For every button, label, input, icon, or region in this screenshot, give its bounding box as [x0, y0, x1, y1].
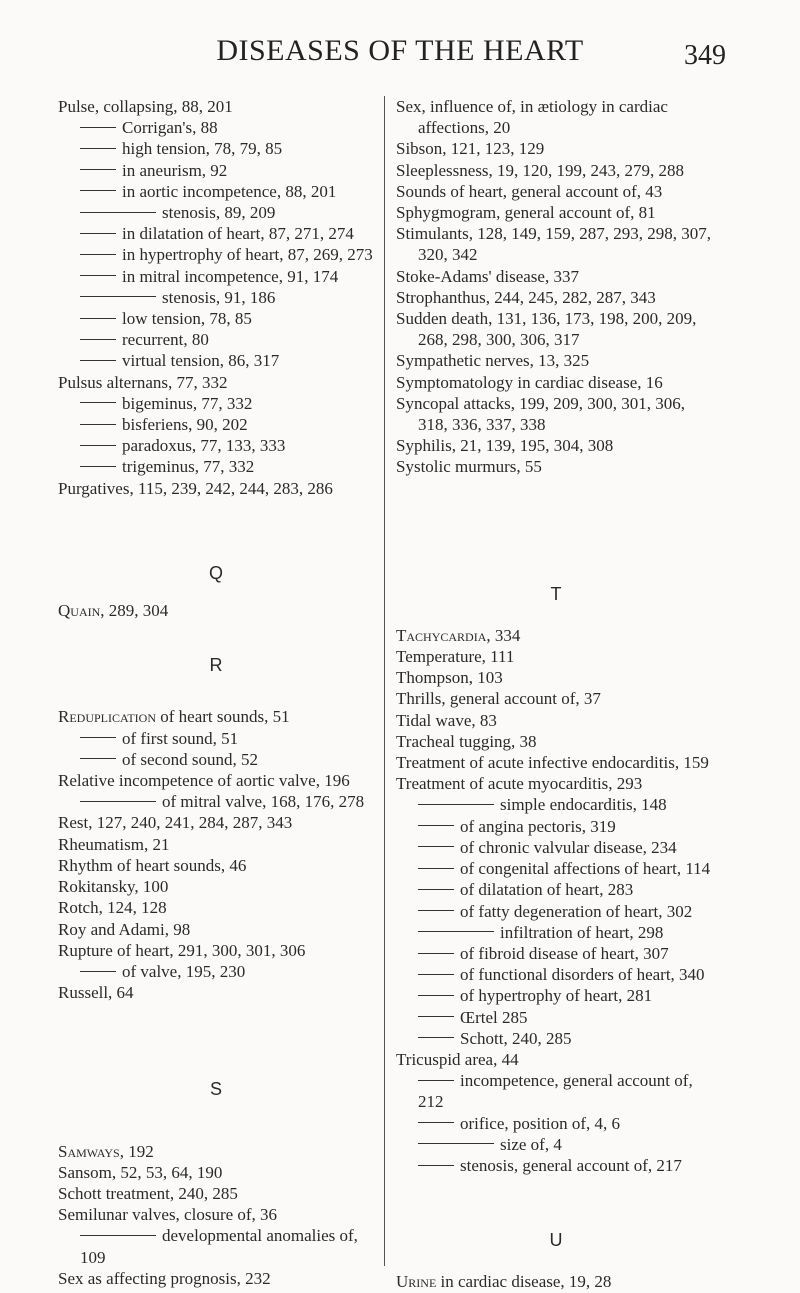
- ditto-dash: [418, 1080, 454, 1081]
- ditto-dash: [80, 1235, 156, 1236]
- entry-text: recurrent, 80: [122, 330, 209, 350]
- entry-text: Corrigan's, 88: [122, 118, 218, 138]
- ditto-dash: [80, 212, 156, 213]
- index-entry: [58, 287, 374, 308]
- entry-text: infiltration of heart, 298: [500, 922, 664, 942]
- entry-text: trigeminus, 77, 332: [122, 457, 255, 477]
- entry-text: Rokitansky, 100: [58, 877, 169, 897]
- index-group-s-cont: [396, 96, 716, 478]
- index-entry: [58, 1141, 374, 1162]
- index-entry: [58, 876, 374, 897]
- index-entry: [58, 456, 374, 477]
- index-entry: [58, 1183, 374, 1204]
- index-entry: [396, 731, 716, 752]
- entry-first-word: Quain,: [58, 601, 105, 621]
- entry-text: Pulsus alternans, 77, 332: [58, 372, 228, 392]
- index-entry: [396, 308, 716, 350]
- entry-text: of chronic valvular disease, 234: [460, 837, 677, 857]
- entry-text: Systolic murmurs, 55: [396, 457, 542, 477]
- index-entry: [396, 160, 716, 181]
- ditto-dash: [80, 339, 116, 340]
- entry-text: Sphygmogram, general account of, 81: [396, 203, 656, 223]
- ditto-dash: [80, 445, 116, 446]
- entry-text: of second sound, 52: [122, 749, 258, 769]
- entry-text: Sympathetic nerves, 13, 325: [396, 351, 590, 371]
- entry-text: size of, 4: [500, 1134, 562, 1154]
- entry-text: Schott treatment, 240, 285: [58, 1183, 238, 1203]
- index-entry: [58, 600, 374, 621]
- entry-text: in mitral incompetence, 91, 174: [122, 266, 339, 286]
- index-entry: [58, 266, 374, 287]
- index-entry: [396, 943, 716, 964]
- entry-text: Sex as affecting prognosis, 232: [58, 1268, 271, 1288]
- index-entry: [396, 773, 716, 794]
- index-group-s: [58, 1162, 374, 1289]
- entry-text: in aneurism, 92: [122, 160, 228, 180]
- entry-first-word: Tachycardia,: [396, 625, 491, 645]
- entry-text: Rupture of heart, 291, 300, 301, 306: [58, 940, 306, 960]
- index-entry: [396, 138, 716, 159]
- entry-text: of dilatation of heart, 283: [460, 880, 634, 900]
- index-entry: [396, 202, 716, 223]
- entry-text: of congenital affections of heart, 114: [460, 859, 711, 879]
- entry-text: in hypertrophy of heart, 87, 269, 273: [122, 245, 373, 265]
- ditto-dash: [418, 889, 454, 890]
- entry-text: Tidal wave, 83: [396, 710, 497, 730]
- index-entry: [396, 667, 716, 688]
- index-entry: [58, 138, 374, 159]
- entry-text: in dilatation of heart, 87, 271, 274: [122, 224, 354, 244]
- entry-text: Schott, 240, 285: [460, 1028, 572, 1048]
- index-entry: [396, 266, 716, 287]
- entry-text: Rhythm of heart sounds, 46: [58, 855, 247, 875]
- ditto-dash: [80, 275, 116, 276]
- page-header: [0, 34, 800, 74]
- index-entry: [396, 350, 716, 371]
- ditto-dash: [80, 758, 116, 759]
- column-divider: [384, 96, 385, 1266]
- index-entry: [58, 435, 374, 456]
- entry-text: Temperature, 111: [396, 647, 515, 667]
- index-entry: [58, 834, 374, 855]
- index-entry: [396, 456, 716, 477]
- index-entry: [58, 770, 374, 791]
- entry-text: Syphilis, 21, 139, 195, 304, 308: [396, 436, 614, 456]
- index-entry: [396, 710, 716, 731]
- index-entry: [58, 749, 374, 770]
- index-entry: [58, 897, 374, 918]
- ditto-dash: [80, 318, 116, 319]
- index-group-t: [396, 646, 716, 1176]
- entry-text: Treatment of acute myocarditis, 293: [396, 774, 643, 794]
- ditto-dash: [80, 424, 116, 425]
- section-letter-r: R: [209, 655, 223, 676]
- section-letter-q: Q: [208, 562, 223, 583]
- entry-text: in aortic incompetence, 88, 201: [122, 181, 337, 201]
- index-entry: [58, 706, 374, 727]
- ditto-dash: [418, 1016, 454, 1017]
- entry-text: Purgatives, 115, 239, 242, 244, 283, 286: [58, 478, 333, 498]
- index-entry: [58, 160, 374, 181]
- entry-text: of angina pectoris, 319: [460, 816, 616, 836]
- index-group-p: [58, 96, 374, 499]
- index-entry: [58, 117, 374, 138]
- entry-text: of fatty degeneration of heart, 302: [460, 901, 693, 921]
- ditto-dash: [80, 466, 116, 467]
- entry-text: of hypertrophy of heart, 281: [460, 986, 653, 1006]
- entry-rest: 289, 304: [104, 601, 169, 621]
- index-entry: [58, 329, 374, 350]
- index-entry: [58, 728, 374, 749]
- index-entry: [396, 837, 716, 858]
- index-entry: [58, 414, 374, 435]
- entry-text: Sudden death, 131, 136, 173, 198, 200, 209, 268, 298, 300, 306, 317: [396, 309, 697, 350]
- index-entry: [396, 794, 716, 815]
- entry-text: Thrills, general account of, 37: [396, 689, 601, 709]
- index-entry: [396, 879, 716, 900]
- entry-text: incompetence, general account of, 212: [418, 1071, 693, 1112]
- index-entry: [58, 1225, 374, 1267]
- index-group-r: [58, 728, 374, 1004]
- index-entry: [396, 688, 716, 709]
- index-entry: [58, 855, 374, 876]
- ditto-dash: [418, 910, 454, 911]
- index-entry: [396, 223, 716, 265]
- entry-text: of mitral valve, 168, 176, 278: [162, 792, 365, 812]
- index-entry: [396, 1155, 716, 1176]
- entry-text: of first sound, 51: [122, 728, 239, 748]
- index-entry: [396, 901, 716, 922]
- ditto-dash: [80, 233, 116, 234]
- index-entry: [58, 350, 374, 371]
- entry-text: Russell, 64: [58, 983, 134, 1003]
- entry-text: Strophanthus, 244, 245, 282, 287, 343: [396, 287, 656, 307]
- entry-rest: in cardiac disease, 19, 28: [436, 1272, 612, 1292]
- index-entry: [396, 1070, 716, 1112]
- entry-first-word: Reduplication: [58, 707, 156, 727]
- entry-text: Œrtel 285: [460, 1007, 528, 1027]
- index-entry: [396, 287, 716, 308]
- entry-text: Rest, 127, 240, 241, 284, 287, 343: [58, 813, 293, 833]
- ditto-dash: [418, 953, 454, 954]
- ditto-dash: [418, 931, 494, 932]
- ditto-dash: [418, 825, 454, 826]
- index-entry: [58, 812, 374, 833]
- index-entry: [396, 752, 716, 773]
- entry-text: Sibson, 121, 123, 129: [396, 139, 545, 159]
- index-entry: [396, 964, 716, 985]
- ditto-dash: [80, 296, 156, 297]
- index-entry: [58, 791, 374, 812]
- index-entry: [58, 308, 374, 329]
- ditto-dash: [418, 1165, 454, 1166]
- entry-rest: 334: [490, 625, 521, 645]
- entry-text: stenosis, 89, 209: [162, 203, 276, 223]
- index-entry: [396, 1007, 716, 1028]
- ditto-dash: [418, 1122, 454, 1123]
- ditto-dash: [418, 974, 454, 975]
- left-column: [58, 96, 374, 1289]
- entry-text: stenosis, 91, 186: [162, 287, 276, 307]
- index-entry: [396, 372, 716, 393]
- entry-text: virtual tension, 86, 317: [122, 351, 280, 371]
- index-entry: [58, 96, 374, 117]
- entry-text: Stimulants, 128, 149, 159, 287, 293, 298, 307, 320, 342: [396, 224, 711, 265]
- entry-text: Roy and Adami, 98: [58, 919, 191, 939]
- index-entry: [396, 858, 716, 879]
- entry-text: developmental anomalies of, 109: [80, 1226, 358, 1267]
- entry-text: Relative incompetence of aortic valve, 196: [58, 771, 350, 791]
- ditto-dash: [80, 254, 116, 255]
- entry-text: Sleeplessness, 19, 120, 199, 243, 279, 288: [396, 160, 685, 180]
- index-entry: [396, 1134, 716, 1155]
- ditto-dash: [80, 737, 116, 738]
- index-entry: [58, 393, 374, 414]
- entry-text: Stoke-Adams' disease, 337: [396, 266, 579, 286]
- index-entry: [58, 1204, 374, 1225]
- index-entry: [396, 393, 716, 435]
- entry-text: Syncopal attacks, 199, 209, 300, 301, 306, 318, 336, 337, 338: [396, 393, 685, 435]
- index-entry: [396, 96, 716, 138]
- entry-text: of functional disorders of heart, 340: [460, 965, 705, 985]
- section-letter-t: T: [550, 583, 562, 604]
- entry-text: Treatment of acute infective endocarditis, 159: [396, 753, 709, 773]
- entry-text: Thompson, 103: [396, 668, 503, 688]
- entry-text: Tracheal tugging, 38: [396, 731, 537, 751]
- index-entry: [58, 961, 374, 982]
- index-entry: [58, 244, 374, 265]
- index-entry: [396, 922, 716, 943]
- entry-text: Pulse, collapsing, 88, 201: [58, 97, 233, 116]
- ditto-dash: [418, 995, 454, 996]
- index-entry: [58, 982, 374, 1003]
- ditto-dash: [80, 190, 116, 191]
- index-entry: [396, 646, 716, 667]
- entry-text: bisferiens, 90, 202: [122, 415, 248, 435]
- entry-text: simple endocarditis, 148: [500, 795, 667, 815]
- index-entry: [396, 625, 716, 646]
- entry-rest: 192: [123, 1141, 154, 1161]
- entry-rest: of heart sounds, 51: [156, 707, 290, 727]
- index-entry: [396, 1049, 716, 1070]
- entry-text: paradoxus, 77, 133, 333: [122, 436, 286, 456]
- ditto-dash: [80, 971, 116, 972]
- index-entry: [58, 919, 374, 940]
- ditto-dash: [418, 804, 494, 805]
- entry-text: orifice, position of, 4, 6: [460, 1113, 621, 1133]
- ditto-dash: [418, 846, 454, 847]
- index-entry: [396, 435, 716, 456]
- entry-first-word: Samways,: [58, 1141, 124, 1161]
- entry-first-word: Urine: [396, 1272, 437, 1292]
- right-column: [396, 96, 716, 1293]
- index-entry: [58, 372, 374, 393]
- index-entry: [396, 1113, 716, 1134]
- ditto-dash: [80, 402, 116, 403]
- page-number: 349: [684, 40, 726, 71]
- index-entry: [58, 478, 374, 499]
- index-entry: [58, 1268, 374, 1289]
- entry-text: Sex, influence of, in ætiology in cardiac affections, 20: [396, 97, 668, 138]
- index-entry: [396, 985, 716, 1006]
- entry-text: of valve, 195, 230: [122, 961, 246, 981]
- index-entry: [396, 1271, 716, 1292]
- entry-text: bigeminus, 77, 332: [122, 393, 253, 413]
- entry-text: Tricuspid area, 44: [396, 1049, 519, 1069]
- ditto-dash: [80, 360, 116, 361]
- entry-text: Semilunar valves, closure of, 36: [58, 1205, 278, 1225]
- index-entry: [396, 816, 716, 837]
- ditto-dash: [80, 801, 156, 802]
- entry-text: high tension, 78, 79, 85: [122, 139, 283, 159]
- entry-text: Rotch, 124, 128: [58, 898, 167, 918]
- index-entry: [58, 181, 374, 202]
- ditto-dash: [418, 1143, 494, 1144]
- ditto-dash: [418, 1037, 454, 1038]
- index-entry: [58, 1162, 374, 1183]
- entry-text: Sansom, 52, 53, 64, 190: [58, 1162, 223, 1182]
- running-title: DISEASES OF THE HEART: [216, 34, 584, 67]
- section-letter-s: S: [209, 1079, 222, 1100]
- entry-text: of fibroid disease of heart, 307: [460, 943, 669, 963]
- section-letter-u: U: [549, 1230, 563, 1251]
- index-entry: [396, 181, 716, 202]
- ditto-dash: [80, 169, 116, 170]
- entry-text: stenosis, general account of, 217: [460, 1155, 682, 1175]
- ditto-dash: [80, 127, 116, 128]
- entry-text: Rheumatism, 21: [58, 834, 170, 854]
- ditto-dash: [80, 148, 116, 149]
- index-entry: [58, 202, 374, 223]
- entry-text: low tension, 78, 85: [122, 309, 252, 329]
- index-entry: [58, 223, 374, 244]
- ditto-dash: [418, 868, 454, 869]
- entry-text: Symptomatology in cardiac disease, 16: [396, 372, 663, 392]
- entry-text: Sounds of heart, general account of, 43: [396, 181, 663, 201]
- index-entry: [396, 1028, 716, 1049]
- index-entry: [58, 940, 374, 961]
